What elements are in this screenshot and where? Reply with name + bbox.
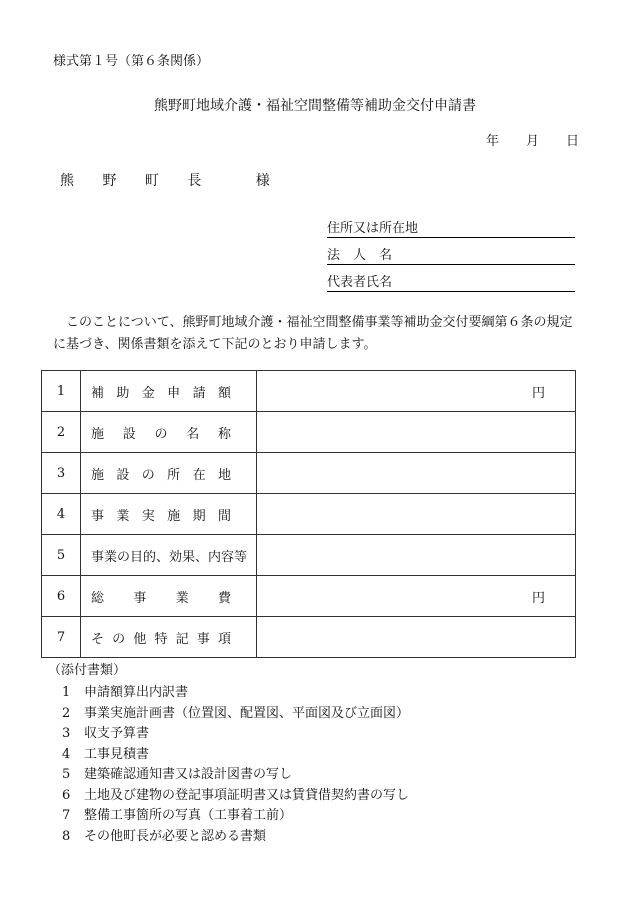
attachment-number: 3 [62,726,71,741]
row-label: 事業の目的、効果、内容等 [91,549,248,565]
attachment-number: 5 [62,767,71,782]
table-row [42,371,576,412]
row-value-field[interactable] [257,535,576,576]
attachment-text: 事業実施計画書（位置図、配置図、平面図及び立面図） [84,705,410,721]
row-value-unit: 円 [531,590,545,606]
attachment-number: 7 [62,808,71,823]
row-label-cell [81,494,257,535]
corporation-name-label: 法 人 名 [327,248,393,263]
row-label-cell [81,617,257,658]
addressee: 熊 野 町 長 様 [60,173,282,189]
row-number: 6 [42,576,81,617]
attachment-number: 4 [62,746,71,762]
table-row [42,617,576,658]
attachment-item [62,825,266,844]
row-value-field[interactable] [257,412,576,453]
form-number: 様式第１号（第６条関係） [53,54,210,69]
document-title: 熊野町地域介護・福祉空間整備等補助金交付申請書 [154,98,476,114]
row-value-unit: 円 [531,385,545,401]
attachment-item [62,763,292,782]
representative-name-label: 代表者氏名 [327,275,393,290]
row-label-cell [81,412,257,453]
table-row [42,576,576,617]
attachment-text: 建築確認通知書又は設計図書の写し [84,767,293,782]
attachment-item [62,702,409,721]
row-value-field[interactable] [257,576,576,617]
row-number: 2 [42,412,81,453]
date-month-label: 月 [526,134,540,149]
row-value-field[interactable] [257,453,576,494]
row-label: 総 事 業 費 [91,590,231,606]
row-label: 施 設 の 名 称 [91,426,231,442]
attachments-heading: （添付書類） [48,663,127,678]
attachment-number: 1 [62,685,71,700]
attachment-text: その他町長が必要と認める書類 [84,828,267,844]
attachment-item [62,784,409,803]
attachment-number: 6 [62,787,71,803]
row-label-cell [81,576,257,617]
table-row [42,494,576,535]
row-label-cell [81,453,257,494]
row-label-cell [81,371,257,412]
attachment-text: 整備工事箇所の写真（工事着工前） [84,808,293,823]
row-number: 5 [42,535,81,576]
date-day-label: 日 [566,134,580,149]
table-row [42,535,576,576]
row-number: 4 [42,494,81,535]
attachment-item [62,681,188,700]
row-number: 3 [42,453,81,494]
corporation-name-field[interactable] [327,244,575,265]
attachment-number: 2 [62,705,71,721]
application-statement: このことについて、熊野町地域介護・福祉空間整備事業等補助金交付要綱第６条の規定に基づき、関係書類を添えて下記のとおり申請します。 [53,315,573,352]
row-number: 7 [42,617,81,658]
row-number: 1 [42,371,81,412]
row-label-cell [81,535,257,576]
table-row [42,453,576,494]
table-row [42,412,576,453]
row-value-field[interactable] [257,371,576,412]
attachment-text: 申請額算出内訳書 [84,685,189,700]
date-year-label: 年 [486,134,500,149]
representative-name-field[interactable] [327,271,575,292]
application-table [41,370,576,658]
row-label: 事 業 実 施 期 間 [91,508,231,524]
row-value-field[interactable] [257,617,576,658]
attachment-number: 8 [62,828,71,844]
attachment-item [62,743,149,762]
row-value-field[interactable] [257,494,576,535]
row-label: 補 助 金 申 請 額 [91,385,231,401]
row-label: そ の 他 特 記 事 項 [91,631,231,647]
address-field[interactable] [327,217,575,238]
attachment-item [62,722,149,741]
attachment-item [62,804,292,823]
attachment-text: 土地及び建物の登記事項証明書又は賃貸借契約書の写し [84,787,410,803]
row-label: 施 設 の 所 在 地 [91,467,231,483]
attachment-text: 工事見積書 [84,746,150,762]
address-label: 住所又は所在地 [327,221,419,236]
attachment-text: 収支予算書 [84,726,150,741]
